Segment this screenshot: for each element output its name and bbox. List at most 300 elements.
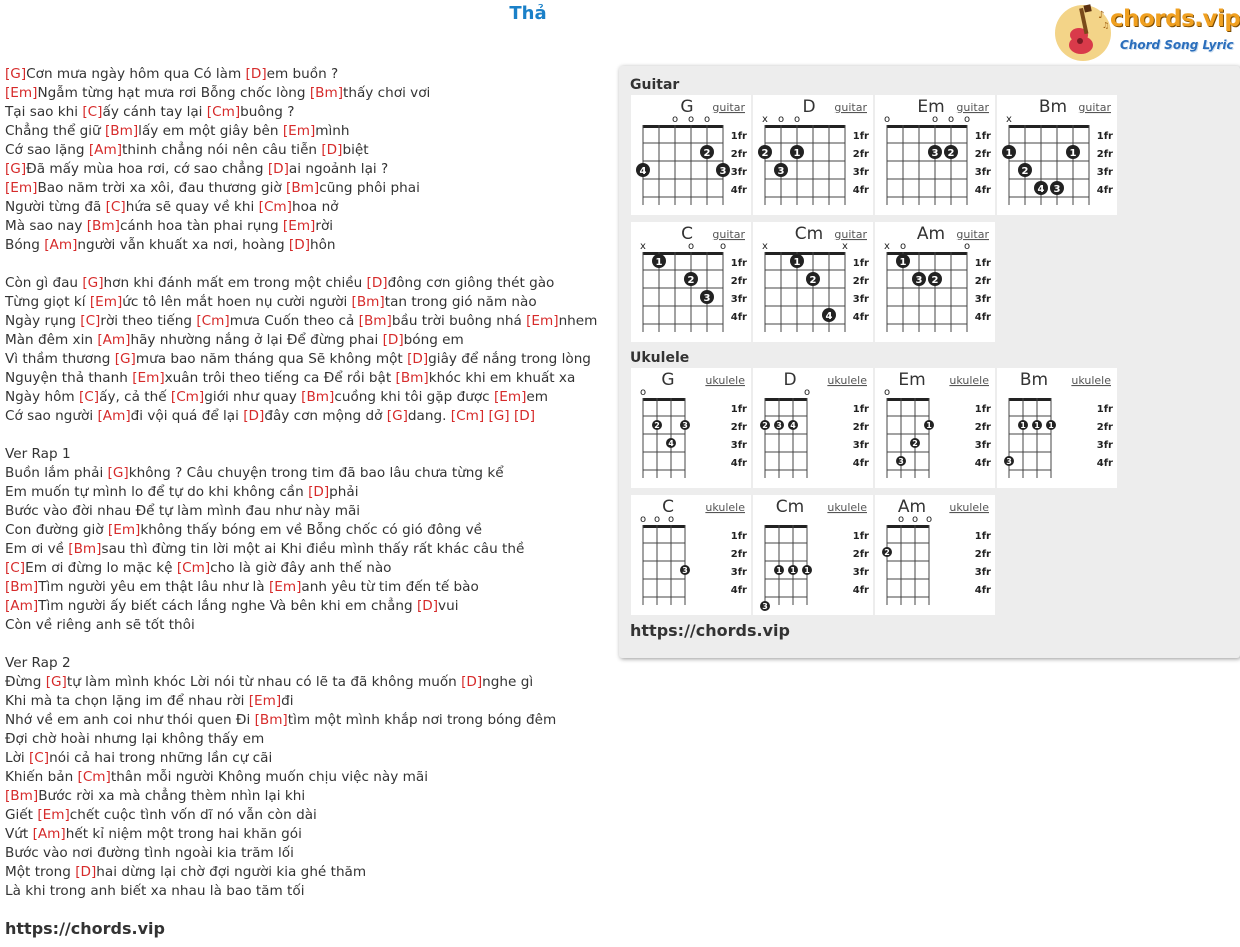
lyric-text: không ? Câu chuyện trong tim đã bao lâu chưa từng kể [128, 465, 504, 481]
chord-link[interactable]: [Cm] [196, 313, 230, 329]
chord-link[interactable]: [Cm] [206, 104, 241, 120]
lyric-text: cũng phôi phai [319, 180, 420, 196]
lyric-text: Ver Rap 1 [5, 446, 71, 462]
lyric-line [5, 673, 617, 692]
lyric-line [5, 65, 617, 84]
fret-label: 2fr [974, 549, 991, 560]
chord-name: Am [916, 224, 946, 244]
lyric-text: Bước rời xa mà chẳng thèm nhìn lại khi [38, 788, 306, 804]
guitar-chord-diagram-c[interactable] [631, 222, 751, 342]
finger-number: 2 [654, 421, 660, 430]
fret-label: 2fr [852, 149, 869, 160]
open-string-marker: o [947, 114, 955, 125]
chord-link[interactable]: [C] [5, 560, 26, 576]
chord-link[interactable]: [D] [321, 142, 343, 158]
lyric-line [5, 445, 617, 464]
chord-name: Am [897, 497, 927, 517]
chord-link[interactable]: [Bm] [358, 313, 392, 329]
lyric-text: hứa sẽ quay về khi [125, 199, 259, 215]
chord-link[interactable]: [D] [416, 598, 439, 614]
guitar-chord-diagram-bm[interactable] [997, 95, 1117, 215]
fret-label: 4fr [974, 185, 991, 196]
open-string-marker: o [653, 514, 661, 525]
guitar-logo-icon [1054, 2, 1114, 62]
lyric-text: em [526, 389, 548, 405]
open-string-marker: o [793, 114, 801, 125]
chord-link[interactable]: [G] [114, 351, 136, 367]
finger-number: 3 [762, 602, 768, 611]
open-string-marker: o [667, 514, 675, 525]
lyric-text: em buồn ? [266, 66, 339, 82]
fret-label: 3fr [974, 294, 991, 305]
song-title: Thả [509, 3, 547, 24]
finger-number: 2 [1021, 166, 1029, 177]
lyric-text: anh yêu từ tim đến tế bào [301, 579, 479, 595]
lyric-text: Đã mấy mùa hoa rơi, cớ sao chẳng [26, 161, 268, 177]
ukulele-chord-diagram-g[interactable] [631, 368, 751, 488]
finger-number: 3 [898, 457, 904, 466]
fret-label: 4fr [730, 185, 747, 196]
fret-label: 4fr [1096, 185, 1113, 196]
fret-label: 4fr [974, 458, 991, 469]
guitar-link[interactable]: guitar [956, 228, 989, 241]
lyric-text: thấy chơi vơi [343, 85, 431, 101]
lyric-text: mưa bao năm tháng qua Sẽ không một [135, 351, 408, 367]
finger-number: 3 [1006, 457, 1012, 466]
chord-link[interactable]: [Em] [282, 123, 316, 139]
chord-link[interactable]: [Bm] [301, 389, 335, 405]
ukulele-link[interactable]: ukulele [705, 374, 745, 387]
lyric-text: Khi mà ta chọn lặng im để nhau rời [5, 693, 249, 709]
fret-label: 1fr [1096, 131, 1113, 142]
lyric-text: Giết [5, 807, 38, 823]
fret-label: 2fr [852, 549, 869, 560]
chord-link[interactable]: [Am] [88, 142, 123, 158]
fret-label: 3fr [852, 567, 869, 578]
finger-number: 2 [761, 148, 769, 159]
chord-name: G [680, 97, 694, 117]
fret-label: 4fr [730, 458, 747, 469]
chord-link[interactable]: [Em] [132, 370, 165, 386]
lyric-text: Vứt [5, 826, 33, 842]
finger-number: 3 [915, 275, 923, 286]
chord-link[interactable]: [D] [461, 674, 483, 690]
lyric-line [5, 616, 617, 635]
lyric-line [5, 768, 617, 787]
chord-name: Cm [775, 497, 805, 517]
fret-label: 1fr [852, 258, 869, 269]
guitar-chord-diagram-em[interactable] [875, 95, 995, 215]
chord-name: C [662, 497, 674, 517]
guitar-chord-diagram-am[interactable] [875, 222, 995, 342]
fret-label: 2fr [730, 276, 747, 287]
lyric-text: mưa Cuốn theo cả [229, 313, 359, 329]
lyric-text: đông cơn giông thét gào [387, 275, 555, 291]
finger-number: 4 [639, 166, 647, 177]
lyric-text: bầu trời buông nhá [391, 313, 527, 329]
lyric-text: cho là giờ đây anh thế nào [210, 560, 392, 576]
lyric-text: tự làm mình khóc Lời nói từ nhau có lẽ ta đã không muốn [66, 674, 462, 690]
lyric-text: Cơn mưa ngày hôm qua Có làm [26, 66, 246, 82]
lyric-line [5, 388, 617, 407]
lyric-text: Từng giọt kí [5, 294, 90, 310]
chord-link[interactable]: [Em] [107, 522, 141, 538]
footer-url[interactable]: https://chords.vip [5, 919, 165, 938]
chord-link[interactable]: [G] [5, 161, 27, 177]
finger-number: 2 [931, 275, 939, 286]
finger-number: 4 [1037, 184, 1045, 195]
fret-label: 2fr [730, 549, 747, 560]
lyric-text: Nguyện thả thanh [5, 370, 133, 386]
fret-label: 3fr [974, 440, 991, 451]
lyric-line [5, 350, 617, 369]
chord-link[interactable]: [D] [245, 66, 267, 82]
chord-link[interactable]: [D] [382, 332, 404, 348]
lyric-text: phải [329, 484, 359, 500]
lyric-text: Ngày hôm [5, 389, 79, 405]
lyric-text: hoa nở [291, 199, 339, 215]
chord-link[interactable]: [D] [267, 161, 289, 177]
chord-link[interactable]: [Em] [5, 85, 38, 101]
ukulele-chord-diagram-am[interactable] [875, 495, 995, 615]
lyric-text: biệt [342, 142, 369, 158]
open-string-marker: o [639, 387, 647, 398]
lyric-text: Ver Rap 2 [5, 655, 71, 671]
chord-link[interactable]: [Bm] [254, 712, 288, 728]
chord-link[interactable]: [D] [288, 237, 310, 253]
lyric-text: ấy, cả thế [99, 389, 171, 405]
fret-label: 2fr [974, 422, 991, 433]
lyric-line [5, 844, 617, 863]
chord-link[interactable]: [Bm] [351, 294, 385, 310]
chord-link[interactable]: [Am] [32, 826, 66, 842]
fret-label: 3fr [1096, 440, 1113, 451]
open-string-marker: o [963, 241, 971, 252]
fret-label: 1fr [852, 404, 869, 415]
finger-number: 1 [1048, 421, 1054, 430]
chord-link[interactable]: [Cm] [170, 389, 205, 405]
fret-label: 3fr [852, 440, 869, 451]
svg-text:♫: ♫ [1102, 21, 1110, 30]
fret-label: 1fr [730, 531, 747, 542]
finger-number: 3 [931, 148, 939, 159]
fret-label: 1fr [852, 531, 869, 542]
chord-link[interactable]: [Am] [44, 237, 78, 253]
chord-link[interactable]: [D] [407, 351, 429, 367]
open-string-marker: o [719, 241, 727, 252]
lyric-text: Là khi trong anh biết xa nhau là bao tăm tối [5, 883, 305, 899]
fret-label: 2fr [852, 276, 869, 287]
chord-name: Cm [794, 224, 824, 244]
lyric-text: Còn gì đau [5, 275, 83, 291]
lyric-line [5, 236, 617, 255]
chord-link[interactable]: [Am] [97, 408, 131, 424]
ukulele-link[interactable]: ukulele [827, 374, 867, 387]
chord-link[interactable]: [C] [105, 199, 126, 215]
fret-label: 4fr [730, 585, 747, 596]
open-string-marker: o [703, 114, 711, 125]
finger-number: 3 [703, 293, 711, 304]
chord-link[interactable]: [Em] [89, 294, 123, 310]
finger-number: 1 [804, 566, 810, 575]
muted-string-marker: x [762, 114, 768, 125]
lyric-text: Màn đêm xin [5, 332, 98, 348]
finger-number: 1 [1034, 421, 1040, 430]
ukulele-chord-diagram-c[interactable] [631, 495, 751, 615]
lyric-line [5, 692, 617, 711]
site-logo[interactable] [1054, 2, 1240, 62]
chord-link[interactable]: [D] [366, 275, 388, 291]
fret-label: 3fr [730, 167, 747, 178]
chord-link[interactable]: [C] [82, 104, 103, 120]
lyric-line [5, 217, 617, 236]
lyric-line [5, 312, 617, 331]
chord-link[interactable]: [Em] [282, 218, 316, 234]
chord-link[interactable]: [G] [107, 465, 129, 481]
lyric-text: Cớ sao lặng [5, 142, 89, 158]
ukulele-link[interactable]: ukulele [949, 501, 989, 514]
chord-link[interactable]: [Am] [5, 598, 39, 614]
chord-link[interactable]: [Cm] [258, 199, 292, 215]
lyric-text: xuân trôi theo tiếng ca Để rồi bật [164, 370, 396, 386]
open-string-marker: o [777, 114, 785, 125]
fret-label: 3fr [1096, 167, 1113, 178]
chord-link[interactable]: [D] [75, 864, 97, 880]
lyric-line [5, 293, 617, 312]
guitar-chord-diagram-g[interactable] [631, 95, 751, 215]
lyric-line [5, 160, 617, 179]
chord-link[interactable]: [G] [488, 408, 510, 424]
chord-link[interactable]: [G] [386, 408, 408, 424]
chord-name: Bm [1019, 370, 1049, 390]
lyric-text: không thấy bóng em về Bỗng chốc có gió đông về [140, 522, 483, 538]
lyric-text: hôn [310, 237, 336, 253]
ukulele-chord-diagram-d[interactable] [753, 368, 873, 488]
guitar-link[interactable]: guitar [712, 101, 745, 114]
fret-label: 3fr [730, 294, 747, 305]
ukulele-chord-diagram-bm[interactable] [997, 368, 1117, 488]
open-string-marker: o [897, 514, 905, 525]
lyric-text: buông ? [240, 104, 295, 120]
chord-link[interactable]: [Bm] [286, 180, 320, 196]
lyric-text: nghe gì [482, 674, 534, 690]
lyric-text: hãy nhường nắng ở lại Để đừng phai [130, 332, 383, 348]
muted-string-marker: x [762, 241, 768, 252]
lyric-text: hai dừng lại chờ đợi người kia ghé thăm [96, 864, 367, 880]
lyrics-block [5, 65, 617, 901]
lyric-text: Bóng [5, 237, 45, 253]
lyric-text: nói cả hai trong những lần cự cãi [49, 750, 273, 766]
finger-number: 2 [947, 148, 955, 159]
lyric-text: rời theo tiếng [100, 313, 197, 329]
guitar-chord-diagram-cm[interactable] [753, 222, 873, 342]
lyric-text: người vẫn khuất xa nơi, hoàng [77, 237, 289, 253]
chord-name: Em [898, 370, 926, 390]
chord-link[interactable]: [Cm] [176, 560, 211, 576]
muted-string-marker: x [640, 241, 646, 252]
finger-number: 2 [762, 421, 768, 430]
ukulele-link[interactable]: ukulele [705, 501, 745, 514]
chord-link[interactable]: [C] [80, 313, 101, 329]
guitar-link[interactable]: guitar [712, 228, 745, 241]
chord-link[interactable]: [Bm] [309, 85, 344, 101]
open-string-marker: o [883, 114, 891, 125]
chord-link[interactable]: [C] [29, 750, 50, 766]
chord-link[interactable]: [Em] [493, 389, 527, 405]
lyric-text: cuồng khi tôi gặp được [334, 389, 494, 405]
chord-link[interactable]: [Bm] [86, 218, 120, 234]
ukulele-chord-diagram-cm[interactable] [753, 495, 873, 615]
lyric-text: Mà sao nay [5, 218, 87, 234]
lyric-text: đi vội quá để lại [130, 408, 244, 424]
guitar-chord-diagram-d[interactable] [753, 95, 873, 215]
finger-number: 1 [899, 257, 907, 268]
chord-link[interactable]: [Bm] [5, 788, 39, 804]
fret-label: 1fr [974, 131, 991, 142]
finger-number: 3 [682, 566, 688, 575]
chord-link[interactable]: [Am] [97, 332, 131, 348]
guitar-link[interactable]: guitar [956, 101, 989, 114]
open-string-marker: o [911, 514, 919, 525]
chord-link[interactable]: [Cm] [77, 769, 111, 785]
lyric-text: hết kỉ niệm một trong hai khăn gói [65, 826, 302, 842]
lyric-text: tìm một mình khắp nơi trong bóng đêm [287, 712, 557, 728]
lyric-text: Đừng [5, 674, 46, 690]
fret-label: 1fr [974, 258, 991, 269]
lyric-text: Em ơi đừng lo mặc kệ [25, 560, 177, 576]
open-string-marker: o [931, 114, 939, 125]
guitar-link[interactable]: guitar [1078, 101, 1111, 114]
lyric-text: Người từng đã [5, 199, 106, 215]
lyric-text: Tìm người yêu em thật lâu như là [38, 579, 269, 595]
lyric-line [5, 464, 617, 483]
fret-label: 2fr [974, 149, 991, 160]
logo-tagline: Chord Song Lyric [1120, 38, 1234, 52]
chord-link[interactable]: [Em] [248, 693, 282, 709]
chord-link[interactable]: [Bm] [68, 541, 102, 557]
chord-link[interactable]: [D] [243, 408, 265, 424]
lyric-text: Tại sao khi [5, 104, 83, 120]
finger-number: 2 [884, 548, 890, 557]
finger-number: 3 [777, 166, 785, 177]
chord-link[interactable]: [G] [5, 66, 27, 82]
fret-label: 1fr [1096, 404, 1113, 415]
lyric-blank-line [5, 635, 617, 654]
fret-label: 1fr [974, 531, 991, 542]
lyric-line [5, 369, 617, 388]
fret-label: 1fr [730, 258, 747, 269]
lyric-text: ức tô lên mắt hoen nụ cười người [122, 294, 352, 310]
finger-number: 2 [703, 148, 711, 159]
chord-link[interactable]: [Em] [526, 313, 559, 329]
finger-number: 1 [1020, 421, 1026, 430]
finger-number: 3 [719, 166, 727, 177]
finger-number: 1 [793, 257, 801, 268]
lyric-line [5, 502, 617, 521]
lyric-text: Chẳng thể giữ [5, 123, 105, 139]
fret-label: 2fr [1096, 149, 1113, 160]
lyric-blank-line [5, 426, 617, 445]
fret-label: 4fr [852, 185, 869, 196]
lyric-line [5, 882, 617, 901]
lyric-line [5, 103, 617, 122]
chord-link[interactable]: [Bm] [395, 370, 429, 386]
open-string-marker: o [639, 514, 647, 525]
lyric-text: Bước vào đời nhau Để tự làm mình đau như này mãi [5, 503, 361, 519]
finger-number: 4 [790, 421, 796, 430]
guitar-link[interactable]: guitar [834, 101, 867, 114]
chord-link[interactable]: [Bm] [104, 123, 139, 139]
chord-name: C [681, 224, 693, 244]
lyric-text: dang. [407, 408, 451, 424]
open-string-marker: o [687, 241, 695, 252]
lyric-text: khóc khi em khuất xa [428, 370, 576, 386]
fret-label: 1fr [730, 131, 747, 142]
lyric-line [5, 540, 617, 559]
chord-link[interactable]: [Em] [268, 579, 302, 595]
finger-number: 3 [776, 421, 782, 430]
chord-link[interactable]: [Cm] [450, 408, 485, 424]
lyric-line [5, 407, 617, 426]
finger-number: 3 [682, 421, 688, 430]
chord-link[interactable]: [G] [45, 674, 67, 690]
ukulele-link[interactable]: ukulele [949, 374, 989, 387]
lyric-text: Đợi chờ hoài nhưng lại không thấy em [5, 731, 265, 747]
finger-number: 2 [912, 439, 918, 448]
muted-string-marker: x [842, 241, 848, 252]
finger-number: 3 [1053, 184, 1061, 195]
lyric-text: Vì thầm thương [5, 351, 115, 367]
ukulele-link[interactable]: ukulele [827, 501, 867, 514]
ukulele-link[interactable]: ukulele [1071, 374, 1111, 387]
chord-name: Bm [1038, 97, 1068, 117]
finger-number: 1 [926, 421, 932, 430]
lyric-text: thân mỗi người Không muốn chịu việc này mãi [110, 769, 428, 785]
chord-link[interactable]: [G] [82, 275, 104, 291]
lyric-text: ấy cánh tay lại [102, 104, 207, 120]
chord-link[interactable]: [D] [513, 408, 536, 424]
lyric-text: lấy em một giây bên [138, 123, 283, 139]
lyric-text: Em muốn tự mình lo để tự do khi không cần [5, 484, 309, 500]
open-string-marker: o [671, 114, 679, 125]
finger-number: 2 [809, 275, 817, 286]
lyric-text: giới như quay [204, 389, 302, 405]
ukulele-chord-diagram-em[interactable] [875, 368, 995, 488]
chord-link[interactable]: [Em] [5, 180, 38, 196]
lyric-line [5, 825, 617, 844]
lyric-text: Khiến bản [5, 769, 78, 785]
open-string-marker: o [803, 387, 811, 398]
lyric-text: đây cơn mộng dở [264, 408, 387, 424]
lyric-text: Một trong [5, 864, 76, 880]
open-string-marker: o [963, 114, 971, 125]
chord-name: D [783, 370, 797, 390]
lyric-line [5, 749, 617, 768]
lyric-line [5, 483, 617, 502]
lyric-line [5, 578, 617, 597]
panel-url[interactable]: https://chords.vip [630, 621, 790, 640]
fret-label: 2fr [730, 149, 747, 160]
muted-string-marker: x [884, 241, 890, 252]
chord-link[interactable]: [C] [79, 389, 100, 405]
finger-number: 1 [793, 148, 801, 159]
guitar-link[interactable]: guitar [834, 228, 867, 241]
chord-link[interactable]: [Em] [37, 807, 70, 823]
finger-number: 1 [1005, 148, 1013, 159]
chord-link[interactable]: [Bm] [5, 579, 39, 595]
lyric-text: giây để nắng trong lòng [428, 351, 591, 367]
chord-link[interactable]: [D] [308, 484, 330, 500]
